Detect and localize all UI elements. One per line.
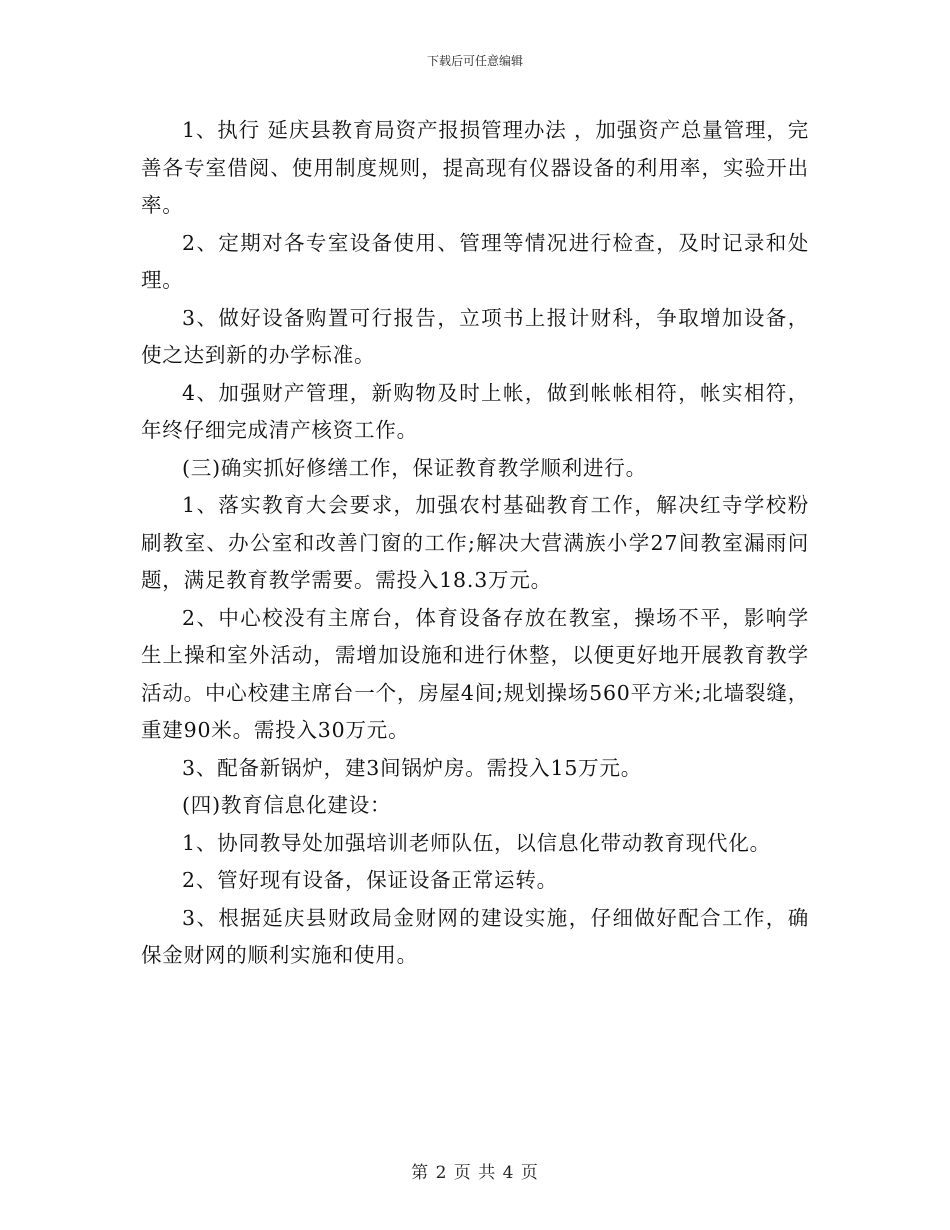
document-body: [141, 112, 809, 975]
paragraph: 3、根据延庆县财政局金财网的建设实施，仔细做好配合工作，确保金财网的顺利实施和使用。: [141, 905, 809, 967]
paragraph: 1、执行 延庆县教育局资产报损管理办法 ，加强资产总量管理，完善各专室借阅、使用制度规则，提高现有仪器设备的利用率，实验开出率。: [141, 118, 809, 217]
paragraph: 1、协同教导处加强培训老师队伍，以信息化带动教育现代化。: [182, 830, 771, 855]
paragraph: 1、落实教育大会要求，加强农村基础教育工作，解决红寺学校粉刷教室、办公室和改善门窗的工作;解决大营满族小学27间教室漏雨问题，满足教育教学需要。需投入18.3万元。: [141, 493, 809, 592]
paragraph: 3、做好设备购置可行报告，立项书上报计财科，争取增加设备，使之达到新的办学标准。: [141, 305, 809, 367]
paragraph: 2、管好现有设备，保证设备正常运转。: [182, 868, 558, 892]
section-heading: (四)教育信息化建设：: [182, 793, 392, 817]
paragraph: 3、配备新锅炉，建3间锅炉房。需投入15万元。: [182, 755, 643, 780]
page-header: 下载后可任意编辑: [426, 54, 523, 68]
paragraph: 2、中心校没有主席台，体育设备存放在教室，操场不平，影响学生上操和室外活动，需增加设施和进行休整，以便更好地开展教育教学活动。中心校建主席台一个，房屋4间;规划操场560平方米;北墙裂缝，重建90米。需投入30万元。: [141, 605, 809, 742]
section-heading: (三)确实抓好修缮工作，保证教育教学顺利进行。: [182, 455, 647, 480]
page-footer: 第 2 页 共 4 页: [411, 1163, 539, 1183]
paragraph: 4、加强财产管理，新购物及时上帐，做到帐帐相符，帐实相符，年终仔细完成清产核资工作。: [141, 380, 809, 442]
paragraph: 2、定期对各专室设备使用、管理等情况进行检查，及时记录和处理。: [141, 230, 809, 292]
